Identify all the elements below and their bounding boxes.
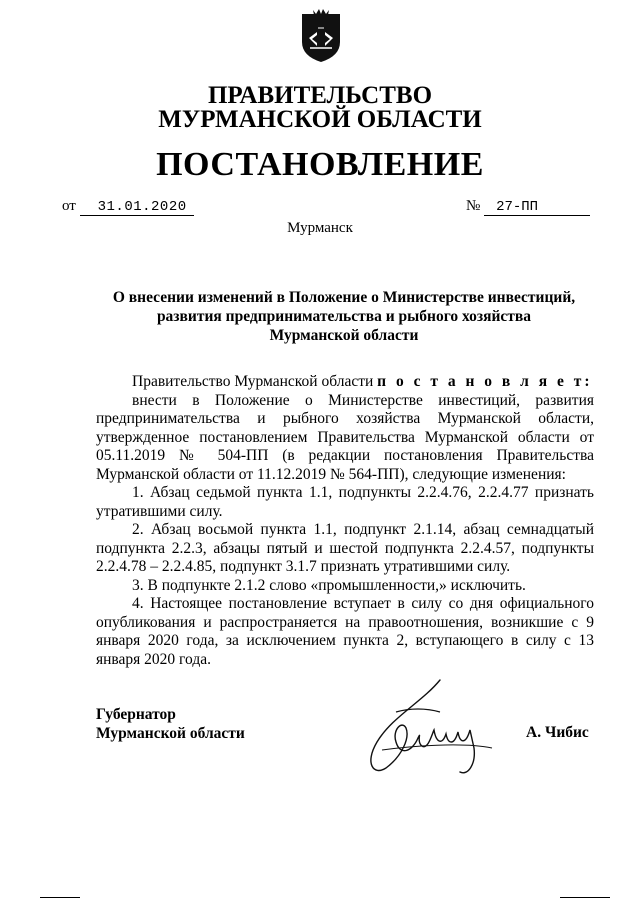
signatory-title-line-1: Губернатор: [96, 706, 176, 723]
document-body: [96, 373, 594, 669]
footer-divider-right: [560, 897, 610, 898]
title-line-2: развития предпринимательства и рыбного хозяйства: [156, 308, 532, 325]
number-field: [466, 198, 590, 216]
date-field: [62, 198, 194, 216]
signatory-title-line-2: Мурманской области: [96, 724, 245, 742]
body-paragraph-0: внести в Положение о Министерстве инвестиций, развития предпринимательства и рыбного хозяйства Мурманской области, утвержденное постановлением Правительства Мурманской области от 05.11.2019 № 504-ПП (в редакции постановления Правительства Мурманской области от 11.12.2019 № 564-ПП), следующие изменения:: [96, 391, 594, 483]
signatory-name: А. Чибис: [526, 724, 589, 741]
document-title: [96, 288, 592, 345]
body-paragraph-1: 1. Абзац седьмой пункта 1.1, подпункты 2.2.4.76, 2.2.4.77 признать утратившими силу.: [96, 484, 594, 520]
signatory-title: [96, 706, 245, 743]
number-value: 27-ПП: [484, 199, 590, 216]
number-prefix: №: [466, 198, 481, 214]
footer-divider-left: [40, 897, 80, 898]
issuer-line-1: ПРАВИТЕЛЬСТВО: [207, 82, 433, 109]
coat-of-arms-icon: [298, 8, 344, 64]
body-paragraph-3: 3. В подпункте 2.1.2 слово «промышленности,» исключить.: [132, 576, 526, 594]
date-value: 31.01.2020: [80, 199, 194, 216]
body-paragraph-4: 4. Настоящее постановление вступает в силу со дня официального опубликования и распространяется на правоотношения, возникшие с 9 января 2020 года, за исключением пункта 2, вступающего в силу с 13 января 2020 года.: [96, 595, 594, 668]
intro-text: Правительство Мурманской области: [132, 373, 378, 390]
document-type: ПОСТАНОВЛЕНИЕ: [156, 146, 484, 183]
handwritten-signature: [352, 672, 502, 792]
city: Мурманск: [287, 220, 353, 236]
title-line-3: Мурманской области: [269, 327, 419, 344]
date-prefix: от: [62, 198, 76, 214]
body-paragraph-2: 2. Абзац восьмой пункта 1.1, подпункт 2.1.14, абзац семнадцатый подпункта 2.2.3, абзацы пятый и шестой подпункта 2.2.4.57, подпункты 2.2.4.78 – 2.2.4.85, подпункт 3.1.7 признать утратившими силу.: [96, 521, 594, 575]
issuer-line-2: МУРМАНСКОЙ ОБЛАСТИ: [158, 106, 482, 133]
intro-paragraph: [96, 373, 594, 392]
title-line-1: О внесении изменений в Положение о Министерстве инвестиций,: [112, 289, 576, 306]
intro-decrees: п о с т а н о в л я е т:: [377, 373, 593, 390]
